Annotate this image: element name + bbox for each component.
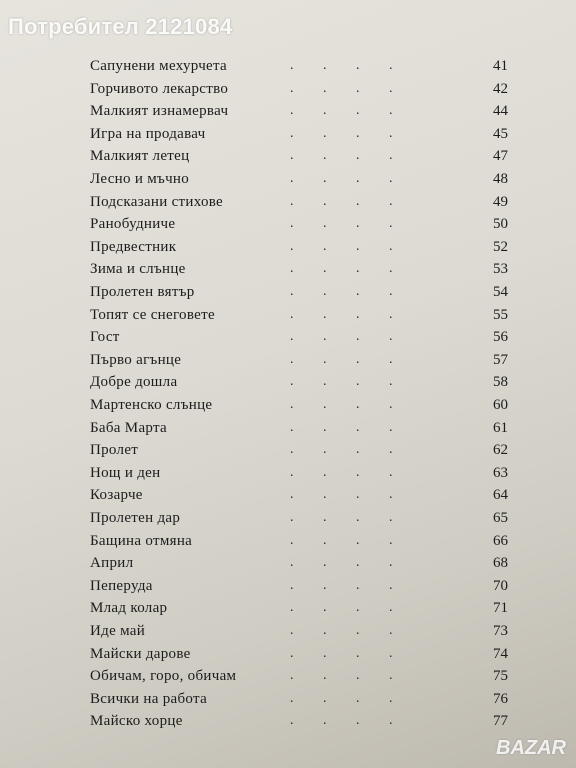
toc-entry-title: Нощ и ден	[90, 464, 161, 481]
toc-entry-title: Топят се снеговете	[90, 306, 215, 323]
toc-entry-page: 52	[493, 238, 508, 255]
toc-entry-page: 68	[493, 555, 508, 572]
site-logo: BAZAR	[496, 737, 566, 759]
toc-entry-title: Майско хорце	[90, 713, 183, 730]
toc-entry	[0, 689, 576, 709]
toc-entry	[0, 576, 576, 596]
toc-entry-title: Предвестник	[90, 238, 177, 255]
toc-entry-title: Игра на продавач	[90, 125, 206, 142]
toc-entry-title: Лесно и мъчно	[90, 171, 190, 187]
toc-entry	[0, 350, 576, 370]
dot-leader: . . . .	[290, 600, 406, 616]
toc-entry-page: 54	[493, 284, 508, 300]
toc-entry	[0, 237, 576, 257]
toc-entry-title: Баба Марта	[90, 419, 168, 436]
toc-entry	[0, 508, 576, 528]
dot-leader: . . . .	[290, 374, 406, 390]
dot-leader: . . . .	[290, 555, 406, 571]
dot-leader: . . . .	[290, 690, 406, 706]
dot-leader: . . . .	[290, 103, 406, 119]
toc-entry-page: 74	[493, 645, 508, 662]
toc-entry	[0, 485, 576, 505]
toc-entry-page: 58	[493, 374, 508, 391]
toc-entry	[0, 305, 576, 325]
dot-leader: . . . .	[290, 419, 406, 435]
toc-entry-title: Добре дошла	[90, 374, 178, 391]
toc-entry-title: Сапунени мехурчета	[90, 58, 227, 74]
toc-entry-page: 56	[493, 329, 508, 346]
toc-entry-page: 60	[493, 397, 508, 413]
toc-entry	[0, 56, 576, 76]
toc-entry	[0, 192, 576, 212]
toc-entry-page: 55	[493, 306, 508, 323]
toc-entry-page: 75	[493, 668, 508, 685]
toc-entry	[0, 711, 576, 731]
toc-entry-title: Пролетен вятър	[90, 284, 195, 300]
dot-leader: . . . .	[290, 125, 406, 141]
toc-entry	[0, 463, 576, 483]
dot-leader: . . . .	[290, 284, 406, 299]
toc-entry-page: 62	[493, 442, 508, 459]
toc-entry-title: Козарче	[90, 487, 143, 504]
toc-entry	[0, 214, 576, 234]
toc-entry-title: Обичам, горо, обичам	[90, 668, 237, 685]
toc-entry	[0, 79, 576, 99]
toc-entry-title: Април	[90, 555, 134, 572]
toc-entry	[0, 327, 576, 347]
toc-entry-page: 77	[493, 713, 508, 730]
toc-entry-page: 65	[493, 510, 508, 526]
toc-entry	[0, 666, 576, 686]
toc-entry-page: 41	[493, 58, 508, 74]
toc-entry	[0, 598, 576, 618]
dot-leader: . . . .	[290, 577, 406, 593]
toc-entry-page: 49	[493, 193, 508, 210]
dot-leader: . . . .	[290, 193, 406, 209]
dot-leader: . . . .	[290, 713, 406, 729]
user-watermark: Потребител 2121084	[8, 14, 233, 39]
toc-entry-title: Пролет	[90, 442, 139, 459]
dot-leader: . . . .	[290, 464, 406, 480]
toc-entry-title: Малкият летец	[90, 148, 190, 165]
dot-leader: . . . .	[290, 238, 406, 254]
dot-leader: . . . .	[290, 148, 406, 164]
toc-entry-page: 73	[493, 623, 508, 639]
toc-entry	[0, 553, 576, 573]
dot-leader: . . . .	[290, 532, 406, 548]
dot-leader: . . . .	[290, 397, 406, 412]
dot-leader: . . . .	[290, 487, 406, 503]
toc-entry	[0, 644, 576, 664]
toc-entry	[0, 124, 576, 144]
toc-entry-title: Зима и слънце	[90, 261, 186, 278]
dot-leader: . . . .	[290, 171, 406, 186]
toc-entry-page: 66	[493, 532, 508, 549]
toc-entry-title: Подсказани стихове	[90, 193, 224, 210]
toc-entry	[0, 372, 576, 392]
toc-entry	[0, 440, 576, 460]
toc-entry-page: 71	[493, 600, 508, 617]
toc-entry-title: Млад колар	[90, 600, 168, 617]
toc-entry-title: Майски дарове	[90, 645, 191, 662]
dot-leader: . . . .	[290, 623, 406, 638]
toc-entry-page: 47	[493, 148, 508, 165]
toc-entry-title: Пролетен дар	[90, 510, 181, 526]
toc-entry-page: 48	[493, 171, 508, 187]
toc-entry-page: 42	[493, 80, 508, 97]
toc-entry-title: Ранобудниче	[90, 216, 176, 233]
toc-entry-page: 64	[493, 487, 508, 504]
toc-entry	[0, 395, 576, 415]
toc-entry-page: 63	[493, 464, 508, 481]
toc-entry	[0, 531, 576, 551]
toc-entry-page: 61	[493, 419, 508, 436]
toc-entry	[0, 146, 576, 166]
toc-entry-title: Горчивото лекарство	[90, 80, 229, 97]
toc-entry-page: 76	[493, 690, 508, 707]
toc-entry-page: 57	[493, 351, 508, 368]
dot-leader: . . . .	[290, 645, 406, 661]
toc-entry-title: Първо агънце	[90, 351, 182, 368]
toc-entry-page: 53	[493, 261, 508, 278]
toc-entry	[0, 282, 576, 302]
dot-leader: . . . .	[290, 442, 406, 458]
dot-leader: . . . .	[290, 510, 406, 525]
dot-leader: . . . .	[290, 351, 406, 367]
toc-entry-title: Бащина отмяна	[90, 532, 193, 549]
toc-entry-page: 44	[493, 103, 508, 120]
dot-leader: . . . .	[290, 58, 406, 73]
toc-entry	[0, 259, 576, 279]
dot-leader: . . . .	[290, 668, 406, 684]
toc-entry-title: Гост	[90, 329, 120, 346]
toc-entry	[0, 101, 576, 121]
toc-entry-page: 50	[493, 216, 508, 233]
toc-entry-title: Малкият изнамервач	[90, 103, 229, 120]
toc-entry	[0, 621, 576, 641]
toc-entry-title: Пеперуда	[90, 577, 153, 594]
dot-leader: . . . .	[290, 329, 406, 345]
toc-entry-title: Всички на работа	[90, 690, 208, 707]
dot-leader: . . . .	[290, 80, 406, 96]
toc-entry-page: 45	[493, 125, 508, 142]
toc-entry-title: Иде май	[90, 623, 146, 639]
toc-entry-page: 70	[493, 577, 508, 594]
dot-leader: . . . .	[290, 261, 406, 277]
toc-entry	[0, 169, 576, 189]
toc-entry	[0, 418, 576, 438]
dot-leader: . . . .	[290, 216, 406, 232]
dot-leader: . . . .	[290, 306, 406, 322]
toc-entry-title: Мартенско слънце	[90, 397, 213, 413]
